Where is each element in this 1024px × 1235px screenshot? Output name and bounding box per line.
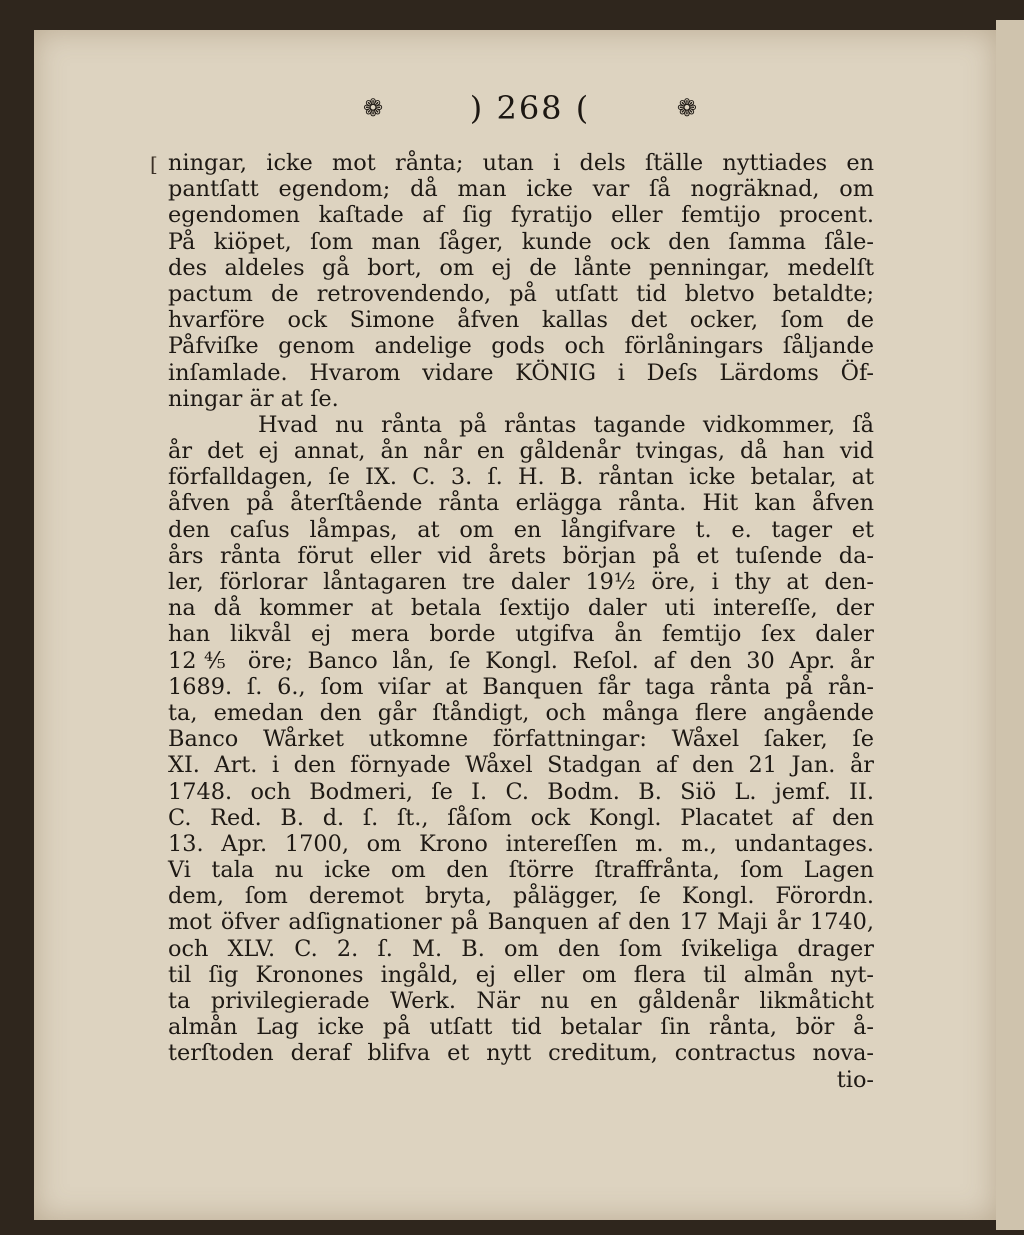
flower-ornament-icon: ❁ xyxy=(362,94,384,122)
text-line: år det ej annat, ån når en gåldenår tvingas, då han vid xyxy=(168,438,874,465)
text-line: års rånta förut eller vid årets början på et tuſende da- xyxy=(168,542,874,569)
text-line: Vi tala nu icke om den ſtörre ſtraffrånta, ſom Lagen xyxy=(168,857,874,884)
text-line: des aldeles gå bort, om ej de lånte penningar, medelſt xyxy=(168,254,874,281)
text-line: almån Lag icke på utſatt tid betalar ſin rånta, bör å- xyxy=(168,1014,874,1041)
text-line: 12⅘ öre; Banco lån, ſe Kongl. Reſol. af den 30 Apr. år xyxy=(168,647,874,674)
text-line: förfalldagen, ſe IX. C. 3. ſ. H. B. råntan icke betalar, at xyxy=(168,464,874,491)
text-line: til ſig Kronones ingåld, ej eller om flera til almån nyt- xyxy=(168,961,874,988)
page-text xyxy=(168,150,874,1093)
text-line: ningar, icke mot rånta; utan i dels ſtälle nyttiades en xyxy=(168,150,874,176)
text-line: Påfviſke genom andelige gods och förlåningars ſåljande xyxy=(168,333,874,360)
text-line: C. Red. B. d. ſ. ſt., ſåſom ock Kongl. Placatet af den xyxy=(168,804,874,831)
text-line: 13. Apr. 1700, om Krono intereſſen m. m., undantages. xyxy=(168,830,874,857)
text-line: na då kommer at betala ſextijo daler uti intereſſe, der xyxy=(168,595,874,622)
page-number: ) 268 ( xyxy=(469,89,591,127)
catchword: tio- xyxy=(836,1066,874,1093)
page-header xyxy=(360,88,700,128)
text-line: åfven på återſtående rånta erlägga rånta. Hit kan åfven xyxy=(168,490,874,517)
text-line: inſamlade. Hvarom vidare KÖNIG i Deſs Lärdoms Öf- xyxy=(168,359,874,386)
margin-bracket: [ xyxy=(150,152,158,176)
text-line: 1689. ſ. 6., ſom viſar at Banquen får taga rånta på rån- xyxy=(168,673,874,700)
text-line: terſtoden deraf blifva et nytt creditum, contractus nova- xyxy=(168,1040,874,1067)
text-line: ta, emedan den går ſtåndigt, och många flere angående xyxy=(168,699,874,726)
text-line: pantſatt egendom; då man icke var ſå nogräknad, om xyxy=(168,176,874,203)
text-line: Banco Wårket utkomne författningar: Wåxel ſaker, ſe xyxy=(168,726,874,753)
text-line: På kiöpet, ſom man ſåger, kunde ock den ſamma ſåle- xyxy=(168,228,874,255)
text-line: ta privilegierade Werk. När nu en gåldenår likmåticht xyxy=(168,988,874,1014)
text-line: 1748. och Bodmeri, ſe I. C. Bodm. B. Siö L. jemf. II. xyxy=(168,778,874,805)
text-line: egendomen kaſtade af ſig fyratijo eller femtijo procent. xyxy=(168,202,874,229)
paragraph-start-line: Hvad nu rånta på råntas tagande vidkommer, ſå xyxy=(258,411,874,438)
text-line: dem, ſom deremot bryta, pålägger, ſe Kongl. Förordn. xyxy=(168,883,874,910)
text-line: XI. Art. i den förnyade Wåxel Stadgan af den 21 Jan. år xyxy=(168,752,874,779)
text-line: den caſus låmpas, at om en långifvare t. e. tager et xyxy=(168,516,874,543)
text-line: han likvål ej mera borde utgifva ån femtijo ſex daler xyxy=(168,621,874,648)
text-line: ler, förlorar låntagaren tre daler 19½ öre, i thy at den- xyxy=(168,569,874,595)
text-line: och XLV. C. 2. ſ. M. B. om den ſom ſvikeliga drager xyxy=(168,935,874,962)
text-line: ningar är at ſe. xyxy=(168,385,339,412)
flower-ornament-icon: ❁ xyxy=(676,94,698,122)
text-line: mot öfver adſignationer på Banquen af den 17 Maji år 1740, xyxy=(168,909,874,936)
text-line: hvarföre ock Simone åfven kallas det ocker, ſom de xyxy=(168,307,874,334)
page-edge xyxy=(996,20,1024,1230)
text-line: pactum de retrovendendo, på utſatt tid bletvo betaldte; xyxy=(168,280,874,307)
